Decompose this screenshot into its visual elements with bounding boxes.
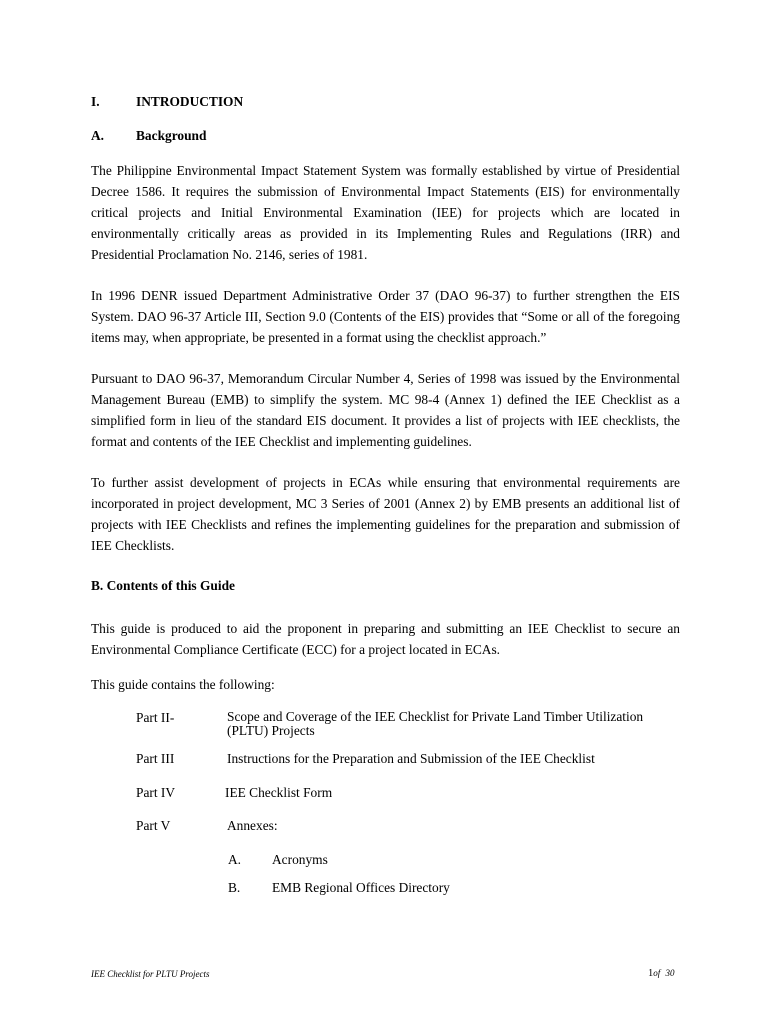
paragraph-guide-purpose: This guide is produced to aid the proponent in preparing and submitting an IEE Checklist to secure an Environmental Compliance Certificate (ECC) for a project located in ECAs. [91,621,680,657]
page-of: of [653,968,661,978]
section-number: I. [91,94,100,109]
page-current: 1 [648,968,654,979]
part-description: Scope and Coverage of the IEE Checklist for Private Land Timber Utilization (PLTU) Projects [227,709,644,738]
subsection-contents-title: B. Contents of this Guide [91,578,235,593]
annex-letter: A. [228,852,242,867]
footer-page-number [648,968,675,979]
paragraph-dao-96-37: In 1996 DENR issued Department Administrative Order 37 (DAO 96-37) to further strengthen the EIS System. DAO 96-37 Article III, Section 9.0 (Contents of the EIS) provides that “Some or all of the foregoing items may, when appropriate, be presented in a format using the checklist approach.” [91,288,680,345]
section-title: INTRODUCTION [136,94,244,109]
part-label: Part V [136,818,171,833]
subsection-title: Background [136,128,207,143]
part-description: Annexes: [227,818,278,833]
annex-name: Acronyms [272,852,328,867]
footer-document-title: IEE Checklist for PLTU Projects [91,969,210,979]
page-total: 30 [665,968,675,978]
paragraph-eis-system: The Philippine Environmental Impact Statement System was formally established by virtue of Presidential Decree 1586. It requires the submission of Environmental Impact Statements (EIS) for environmentally critical projects and Initial Environmental Examination (IEE) for projects which are located in environmentally critically areas as provided in its Implementing Rules and Regulations (IRR) and Presidential Proclamation No. 2146, series of 1981. [91,163,680,262]
paragraph-mc-3-2001: To further assist development of projects in ECAs while ensuring that environmental requirements are incorporated in project development, MC 3 Series of 2001 (Annex 2) by EMB presents an additional list of projects with IEE Checklists and refines the implementing guidelines for the preparation and submission of IEE Checklists. [91,475,680,553]
annex-name: EMB Regional Offices Directory [272,880,450,895]
part-label: Part IV [136,785,176,800]
part-label: Part III [136,751,175,766]
part-label: Part II- [136,710,175,725]
paragraph-mc-98-4: Pursuant to DAO 96-37, Memorandum Circular Number 4, Series of 1998 was issued by the Environmental Management Bureau (EMB) to simplify the system. MC 98-4 (Annex 1) defined the IEE Checklist as a simplified form in lieu of the standard EIS document. It provides a list of projects with IEE checklists, the format and contents of the IEE Checklist and implementing guidelines. [91,371,680,449]
part-description: IEE Checklist Form [225,785,333,800]
part-description: Instructions for the Preparation and Submission of the IEE Checklist [227,751,595,766]
paragraph-guide-contains: This guide contains the following: [91,677,275,692]
annex-letter: B. [228,880,241,895]
subsection-letter: A. [91,128,105,143]
